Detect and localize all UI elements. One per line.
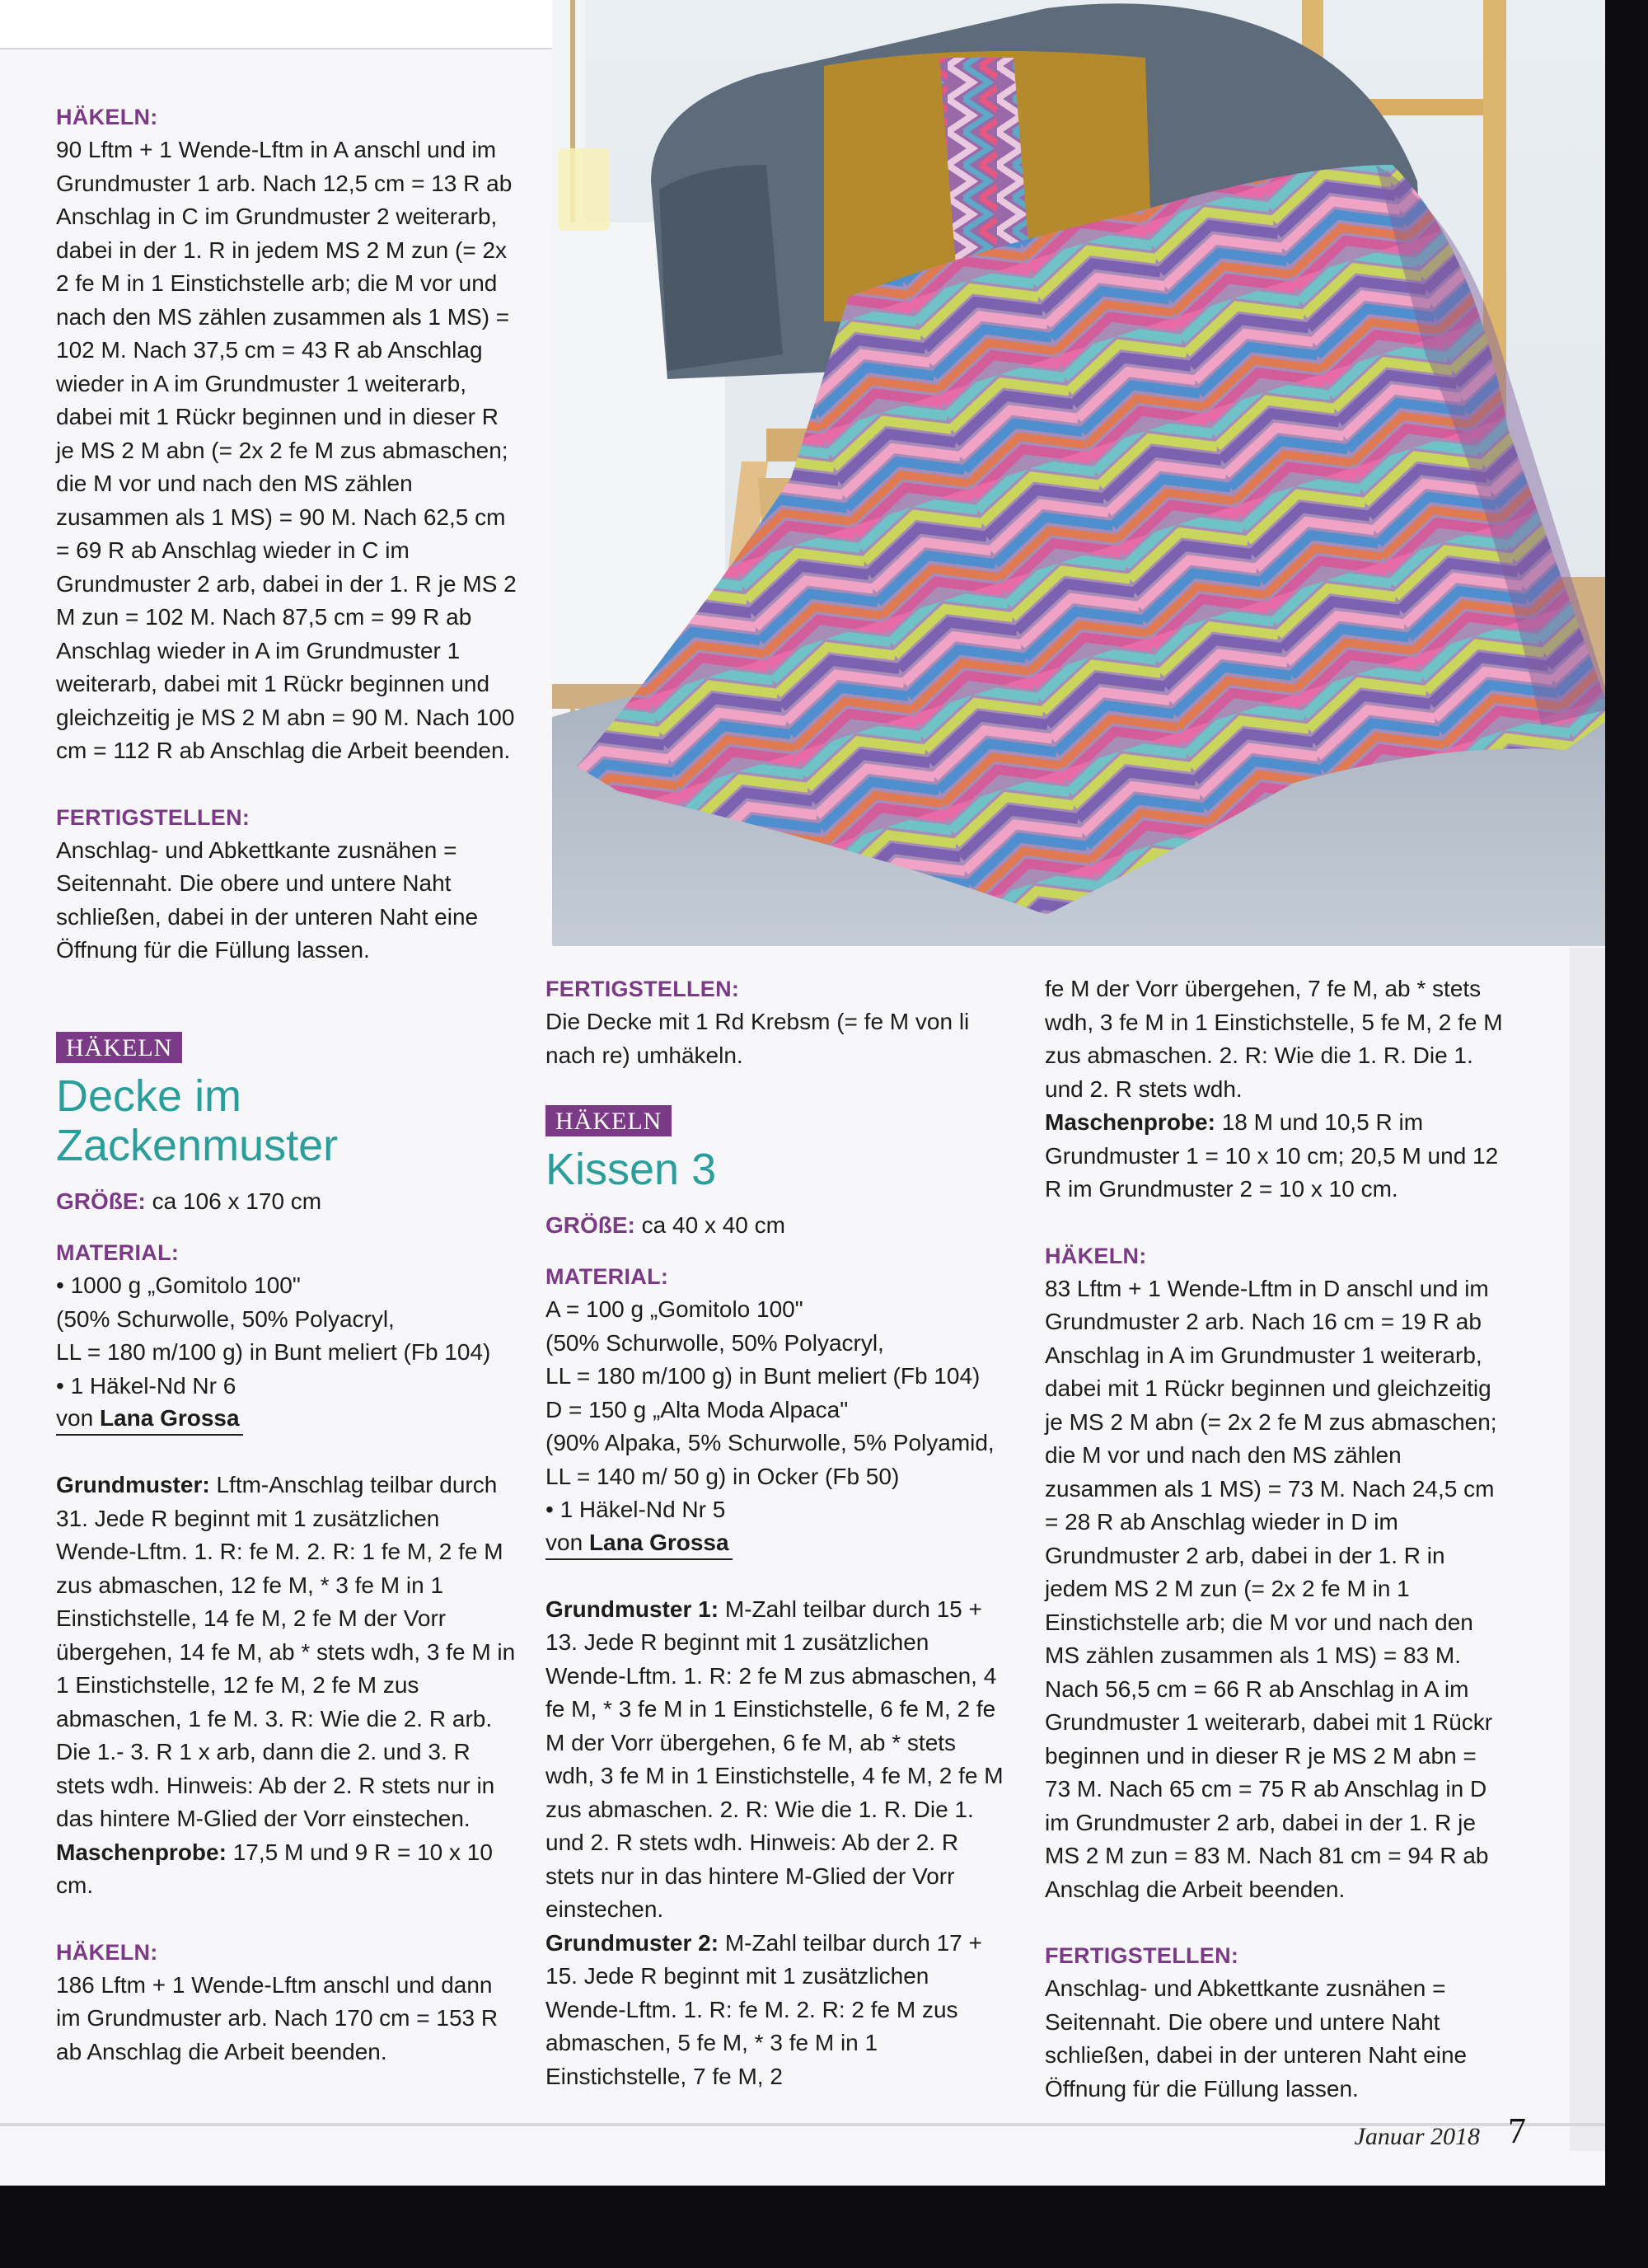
material-label: MATERIAL: (56, 1240, 180, 1265)
finishing-text: Anschlag- und Abkettkante zusnähen = Seitennaht. Die obere und untere Naht schließen, dabei in der unteren Naht eine Öffnung für die Füllung lassen. (1045, 1975, 1468, 2102)
size-label: GRÖßE: (56, 1188, 146, 1214)
pattern-body: Lftm-Anschlag teilbar durch 31. Jede R beginnt mit 1 zusätzlichen Wende-Lftm. 1. R: fe M. 2. R: 1 fe M, 2 fe M zus abmaschen, 12 fe M, * 3 fe M in 1 Einstichstelle, 14 fe M, 2 fe M der Vorr übergehen, 14 fe M, ab * stets wdh, 3 fe M in 1 Einstichstelle, 12 fe M, 2 fe M zus abmaschen, 1 fe M. 3. R: Wie die 2. R arb. Die 1.- 3. R 1 x arb, dann die 2. und 3. R stets wdh. Hinweis: Ab der 2. R stets nur in das hintere M-Glied der Vorr einstechen. (56, 1472, 516, 1831)
section-heading: FERTIGSTELLEN: (545, 977, 740, 1001)
instructions-text: 90 Lftm + 1 Wende-Lftm in A anschl und im Grundmuster 1 arb. Nach 12,5 cm = 13 R ab Anschlag in C im Grundmuster 2 weiterarb, dabei in der 1. R in jedem MS 2 M zun (= 2x 2 fe M in 1 Einstichstelle arb; die M vor und nach den MS zählen zusammen als 1 MS) = 102 M. Nach 37,5 cm = 43 R ab Anschlag wieder in A im Grundmuster 1 weiterarb, dabei mit 1 Rückr beginnen und in dieser R je MS 2 M abn (= 2x 2 fe M zus abmaschen; die M vor und nach den MS zählen zusammen als 1 MS) = 90 M. Nach 62,5 cm = 69 R ab Anschlag wieder in C im Grundmuster 2 arb, dabei in der 1. R je MS 2 M zun = 102 M. Nach 87,5 cm = 99 R ab Anschlag wieder in A im Grundmuster 1 weiterarb, dabei mit 1 Rückr beginnen und gleichzeitig je MS 2 M abn = 90 M. Nach 100 cm = 112 R ab Anschlag die Arbeit beenden. (56, 137, 517, 763)
material-line: (50% Schurwolle, 50% Polyacryl, (545, 1329, 884, 1356)
gauge-label: Maschenprobe: (56, 1839, 227, 1865)
material-label: MATERIAL: (545, 1264, 669, 1289)
photo-illustration (552, 0, 1605, 946)
section-heading: FERTIGSTELLEN: (56, 804, 250, 830)
project-title: Kissen 3 (545, 1145, 717, 1194)
gauge-label: Maschenprobe: (1045, 1109, 1215, 1135)
issue-date: Januar 2018 (1354, 2123, 1480, 2150)
pattern-label: Grundmuster: (56, 1472, 210, 1497)
gauge-body: 18 M und 10,5 R im Grundmuster 1 = 10 x 10 cm; 20,5 M und 12 R im Grundmuster 2 = 10 x 10 cm. (1045, 1109, 1499, 1202)
material-line: (90% Alpaka, 5% Schurwolle, 5% Polyamid, (545, 1430, 995, 1455)
pattern-text (545, 1593, 1007, 1927)
project-title: Decke im Zackenmuster (56, 1071, 339, 1170)
gauge-text (1045, 1106, 1506, 1207)
finishing-text: Anschlag- und Abkettkante zusnähen = Seitennaht. Die obere und untere Naht schließen, dabei in der unteren Naht eine Öffnung für die Füllung lassen. (56, 836, 479, 963)
gauge-text (56, 1836, 517, 1903)
page-number: 7 (1508, 2111, 1526, 2151)
finishing-text: Die Decke mit 1 Rd Krebsm (= fe M von li nach re) umhäkeln. (545, 1009, 970, 1068)
section-heading: FERTIGSTELLEN: (1045, 1943, 1239, 1968)
material-line: LL = 180 m/100 g) in Bunt meliert (Fb 104) (545, 1363, 981, 1389)
section-heading: HÄKELN: (56, 1939, 158, 1965)
instructions-text: 83 Lftm + 1 Wende-Lftm in D anschl und im Grundmuster 2 arb. Nach 16 cm = 19 R ab Anschlag in A im Grundmuster 1 weiterarb, dabei mit 1 Rückr beginnen und gleichzeitig je MS 2 M abn (= 2x 2 fe M zus abmaschen; die M vor und nach den MS zählen zusammen als 1 MS) = 73 M. Nach 24,5 cm = 28 R ab Anschlag wieder in D im Grundmuster 2 arb, dabei in der 1. R in jedem MS 2 M zun (= 2x 2 fe M in 1 Einstichstelle arb; die M vor und nach den MS zählen zusammen als 1 MS) = 83 M. Nach 56,5 cm = 66 R ab Anschlag in A im Grundmuster 1 weiterarb, dabei mit 1 Rückr beginnen und in dieser R je MS 2 M abn = 73 M. Nach 65 cm = 75 R ab Anschlag in D im Grundmuster 2 arb, dabei in der 1. R je MS 2 M zun = 83 M. Nach 81 cm = 94 R ab Anschlag die Arbeit beenden. (1045, 1275, 1497, 1902)
material-line: A = 100 g „Gomitolo 100" (545, 1296, 803, 1322)
source-brand: Lana Grossa (99, 1405, 240, 1431)
product-photo (552, 0, 1605, 946)
material-line: LL = 180 m/100 g) in Bunt meliert (Fb 104) (56, 1339, 491, 1365)
material-line: • 1 Häkel-Nd Nr 5 (545, 1497, 726, 1522)
yarn-source (56, 1403, 243, 1436)
size-value: ca 40 x 40 cm (641, 1212, 785, 1238)
section-heading: HÄKELN: (1045, 1243, 1147, 1268)
pattern-body: M-Zahl teilbar durch 15 + 13. Jede R beginnt mit 1 zusätzlichen Wende-Lftm. 1. R: 2 fe M zus abmaschen, 4 fe M, * 3 fe M in 1 Einstichstelle, 6 fe M, 2 fe M der Vorr übergehen, 6 fe M, ab * stets wdh, 3 fe M in 1 Einstichstelle, 4 fe M, 2 fe M zus abmaschen. 2. R: Wie die 1. R. Die 1. und 2. R stets wdh. Hinweis: Ab der 2. R stets nur in das hintere M-Glied der Vorr einstechen. (545, 1596, 1004, 1922)
size-line (56, 1185, 517, 1218)
pattern-text (545, 1927, 1007, 2094)
pattern-continuation: fe M der Vorr übergehen, 7 fe M, ab * stets wdh, 3 fe M in 1 Einstichstelle, 5 fe M, 2 fe M zus abmaschen. 2. R: Wie die 1. R. Die 1. und 2. R stets wdh. (1045, 976, 1503, 1102)
middle-column (545, 972, 1007, 2093)
material-line: LL = 140 m/ 50 g) in Ocker (Fb 50) (545, 1463, 900, 1489)
source-prefix: von (545, 1529, 589, 1555)
pattern-label: Grundmuster 1: (545, 1596, 719, 1622)
size-line (545, 1209, 1007, 1242)
size-value: ca 106 x 170 cm (152, 1188, 322, 1214)
material-line: • 1000 g „Gomitolo 100" (56, 1272, 301, 1298)
pattern-text (56, 1469, 517, 1836)
source-brand: Lana Grossa (588, 1529, 729, 1555)
material-line: • 1 Häkel-Nd Nr 6 (56, 1372, 236, 1399)
section-heading: HÄKELN: (56, 105, 158, 129)
project-decke (56, 1032, 517, 2069)
category-tag: HÄKELN (56, 1032, 182, 1063)
page-edge-shade (1570, 948, 1605, 2151)
gauge-body: 17,5 M und 9 R = 10 x 10 cm. (56, 1839, 493, 1898)
source-prefix: von (56, 1405, 100, 1431)
right-column (1045, 972, 1506, 2106)
material-line: (50% Schurwolle, 50% Polyacryl, (56, 1305, 395, 1332)
yarn-source (545, 1527, 733, 1560)
category-tag: HÄKELN (545, 1105, 672, 1136)
left-column (56, 101, 517, 968)
pattern-body: M-Zahl teilbar durch 17 + 15. Jede R beginnt mit 1 zusätzlichen Wende-Lftm. 1. R: fe M. 2. R: 2 fe M zus abmaschen, 5 fe M, * 3 fe M in 1 Einstichstelle, 7 fe M, 2 (545, 1929, 982, 2089)
instructions-text: 186 Lftm + 1 Wende-Lftm anschl und dann im Grundmuster arb. Nach 170 cm = 153 R ab Anschlag die Arbeit beenden. (56, 1971, 499, 2064)
top-strip (0, 0, 552, 49)
size-label: GRÖßE: (545, 1212, 635, 1238)
material-line: D = 150 g „Alta Moda Alpaca" (545, 1396, 849, 1422)
pattern-label: Grundmuster 2: (545, 1929, 719, 1956)
